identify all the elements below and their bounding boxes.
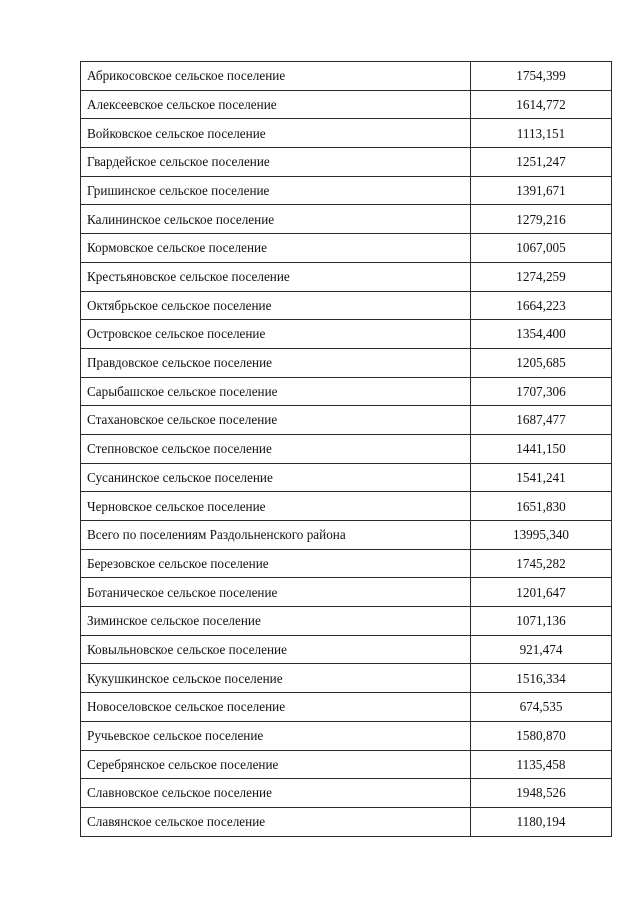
settlement-value-cell: 1071,136: [471, 607, 612, 636]
table-body: [81, 62, 612, 837]
settlement-name-cell: Кормовское сельское поселение: [81, 234, 471, 263]
settlement-value-cell: 1441,150: [471, 434, 612, 463]
settlement-name-cell: Всего по поселениям Раздольненского района: [81, 521, 471, 550]
table-row: [81, 205, 612, 234]
settlement-name-cell: Правдовское сельское поселение: [81, 348, 471, 377]
table-row: [81, 492, 612, 521]
settlement-value-cell: 1614,772: [471, 90, 612, 119]
settlement-value-cell: 1391,671: [471, 176, 612, 205]
settlement-name-cell: Ручьевское сельское поселение: [81, 721, 471, 750]
settlement-name-cell: Серебрянское сельское поселение: [81, 750, 471, 779]
settlement-value-cell: 1354,400: [471, 320, 612, 349]
settlement-value-cell: 1205,685: [471, 348, 612, 377]
settlement-value-cell: 1754,399: [471, 62, 612, 91]
settlement-name-cell: Калининское сельское поселение: [81, 205, 471, 234]
settlement-value-cell: 1707,306: [471, 377, 612, 406]
table-row: [81, 635, 612, 664]
settlement-value-cell: 1580,870: [471, 721, 612, 750]
settlement-name-cell: Алексеевское сельское поселение: [81, 90, 471, 119]
settlement-value-cell: 1180,194: [471, 807, 612, 836]
table-row: [81, 664, 612, 693]
settlement-value-cell: 13995,340: [471, 521, 612, 550]
settlement-name-cell: Крестьяновское сельское поселение: [81, 262, 471, 291]
table-row: [81, 463, 612, 492]
settlement-name-cell: Сусанинское сельское поселение: [81, 463, 471, 492]
table-row: [81, 119, 612, 148]
settlement-name-cell: Ковыльновское сельское поселение: [81, 635, 471, 664]
settlement-name-cell: Гвардейское сельское поселение: [81, 148, 471, 177]
table-row: [81, 578, 612, 607]
table-row: [81, 807, 612, 836]
table-row: [81, 693, 612, 722]
table-row: [81, 779, 612, 808]
settlement-value-cell: 1251,247: [471, 148, 612, 177]
settlement-name-cell: Славновское сельское поселение: [81, 779, 471, 808]
table-row: [81, 549, 612, 578]
settlement-value-cell: 1201,647: [471, 578, 612, 607]
table-row: [81, 406, 612, 435]
table-row: [81, 607, 612, 636]
settlement-name-cell: Степновское сельское поселение: [81, 434, 471, 463]
settlement-value-cell: 1279,216: [471, 205, 612, 234]
table-row: [81, 176, 612, 205]
settlements-table: [80, 61, 612, 837]
settlement-value-cell: 1067,005: [471, 234, 612, 263]
settlement-name-cell: Войковское сельское поселение: [81, 119, 471, 148]
settlement-name-cell: Славянское сельское поселение: [81, 807, 471, 836]
table-row: [81, 721, 612, 750]
settlement-value-cell: 1541,241: [471, 463, 612, 492]
settlement-name-cell: Октябрьское сельское поселение: [81, 291, 471, 320]
settlement-name-cell: Абрикосовское сельское поселение: [81, 62, 471, 91]
settlement-value-cell: 1274,259: [471, 262, 612, 291]
table-row: [81, 90, 612, 119]
settlement-name-cell: Березовское сельское поселение: [81, 549, 471, 578]
settlement-name-cell: Островское сельское поселение: [81, 320, 471, 349]
table-row: [81, 750, 612, 779]
table-row: [81, 291, 612, 320]
settlement-name-cell: Черновское сельское поселение: [81, 492, 471, 521]
settlement-name-cell: Стахановское сельское поселение: [81, 406, 471, 435]
settlement-value-cell: 1745,282: [471, 549, 612, 578]
settlement-name-cell: Новоселовское сельское поселение: [81, 693, 471, 722]
table-row: [81, 320, 612, 349]
settlement-value-cell: 1113,151: [471, 119, 612, 148]
table-row: [81, 521, 612, 550]
settlement-name-cell: Гришинское сельское поселение: [81, 176, 471, 205]
settlement-name-cell: Ботаническое сельское поселение: [81, 578, 471, 607]
table-row: [81, 434, 612, 463]
table-row: [81, 377, 612, 406]
settlement-value-cell: 1664,223: [471, 291, 612, 320]
settlement-value-cell: 1516,334: [471, 664, 612, 693]
table-row: [81, 234, 612, 263]
settlement-value-cell: 921,474: [471, 635, 612, 664]
settlement-name-cell: Сарыбашское сельское поселение: [81, 377, 471, 406]
settlement-value-cell: 1651,830: [471, 492, 612, 521]
table-row: [81, 148, 612, 177]
settlement-name-cell: Зиминское сельское поселение: [81, 607, 471, 636]
settlement-value-cell: 1135,458: [471, 750, 612, 779]
settlement-value-cell: 1948,526: [471, 779, 612, 808]
settlement-value-cell: 674,535: [471, 693, 612, 722]
table-row: [81, 348, 612, 377]
settlement-value-cell: 1687,477: [471, 406, 612, 435]
table-row: [81, 262, 612, 291]
settlement-name-cell: Кукушкинское сельское поселение: [81, 664, 471, 693]
table-row: [81, 62, 612, 91]
